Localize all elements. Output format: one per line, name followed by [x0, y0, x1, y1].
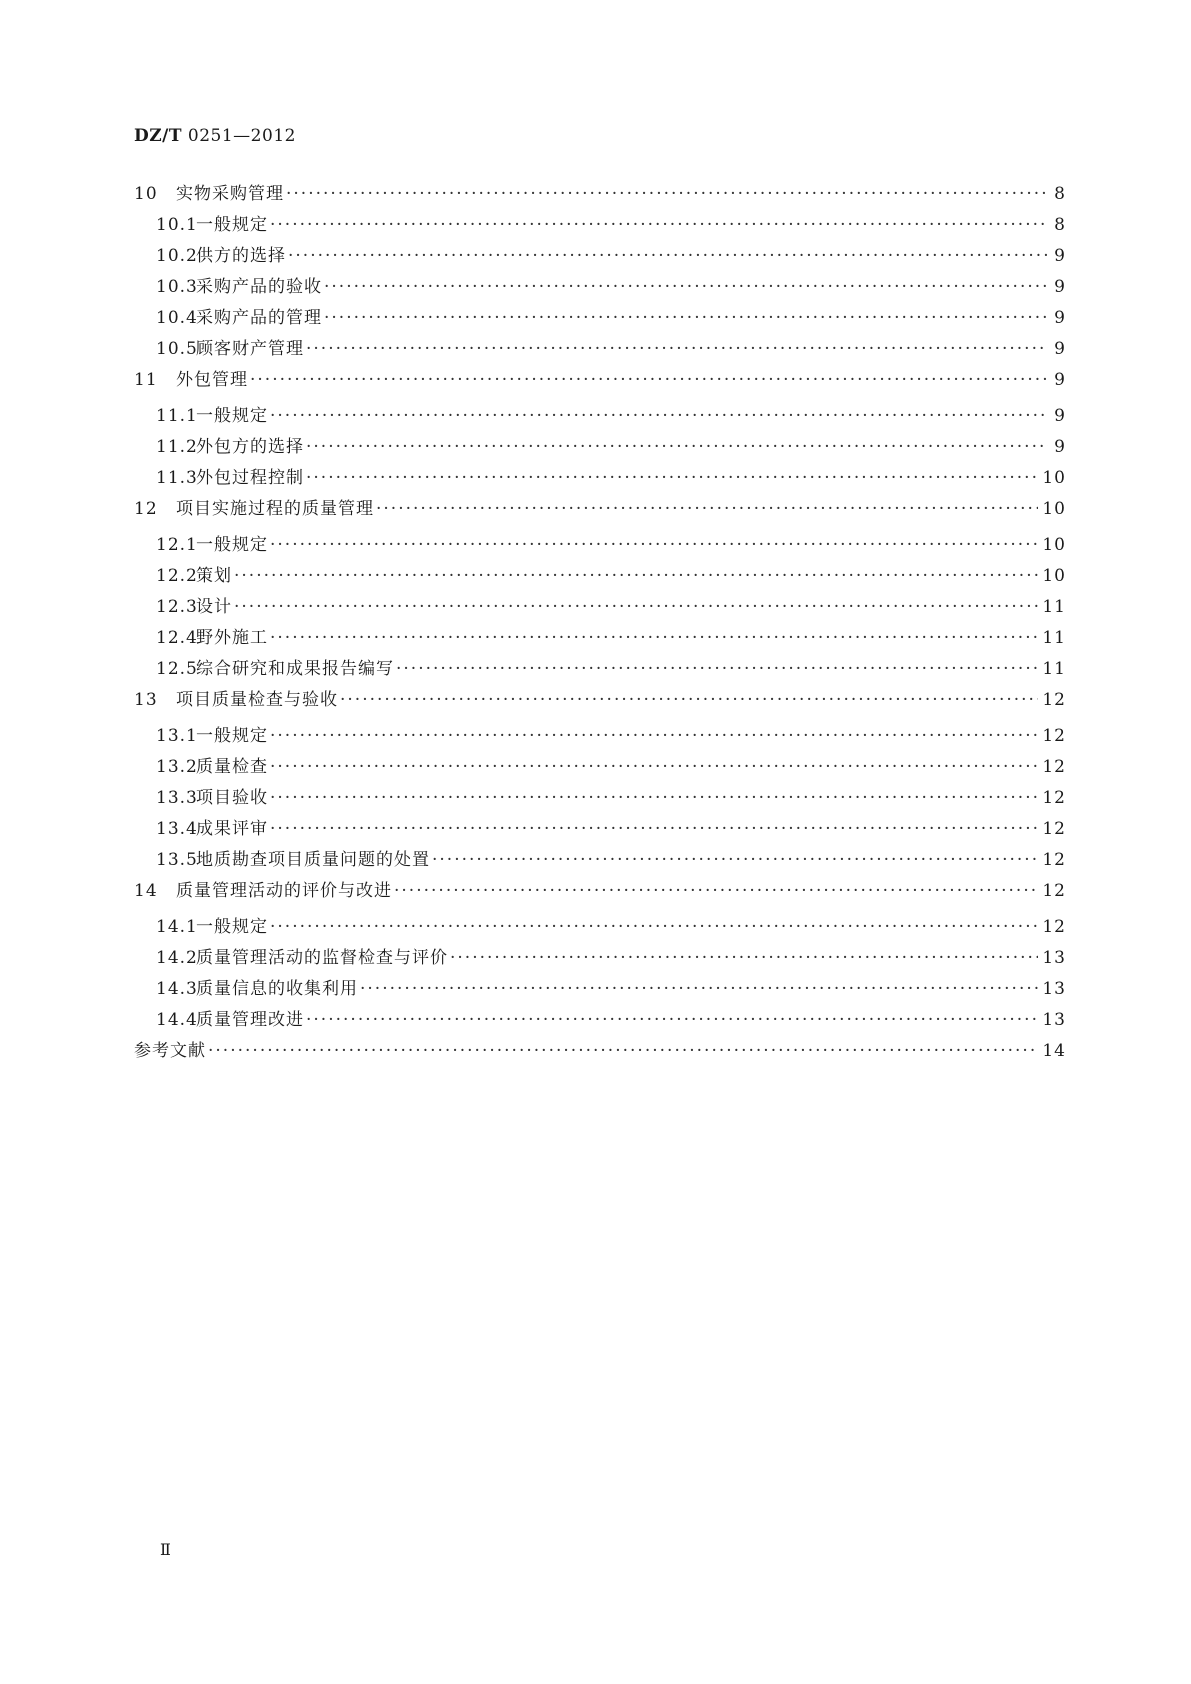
toc-entry-title: 外包管理 — [176, 370, 248, 390]
toc-entry-number: 10.5 — [156, 339, 198, 359]
toc-leader-dots — [208, 1041, 1038, 1061]
toc-entry-page: 11 — [1042, 659, 1066, 679]
toc-entry-number: 13.4 — [156, 819, 198, 839]
toc-entry-title: 一般规定 — [196, 726, 268, 746]
toc-entry-title: 采购产品的管理 — [196, 308, 322, 328]
toc-entry[interactable] — [134, 463, 1066, 494]
toc-entry-number: 12 — [134, 499, 158, 519]
toc-leader-dots — [432, 850, 1038, 870]
toc-entry-number: 14 — [134, 881, 158, 901]
toc-entry-page: 13 — [1042, 1010, 1066, 1030]
toc-leader-dots — [340, 690, 1038, 710]
toc-leader-dots — [234, 597, 1038, 617]
toc-leader-dots — [270, 628, 1038, 648]
toc-entry-page: 12 — [1042, 881, 1066, 901]
toc-leader-dots — [288, 246, 1048, 266]
toc-entry-number: 12.5 — [156, 659, 198, 679]
standard-code — [134, 126, 296, 146]
toc-entry[interactable] — [134, 1036, 1066, 1067]
toc-leader-dots — [270, 726, 1038, 746]
toc-entry-number: 14.3 — [156, 979, 198, 999]
toc-entry-number: 14.4 — [156, 1010, 198, 1030]
toc-entry[interactable] — [134, 654, 1066, 685]
toc-entry[interactable] — [134, 752, 1066, 783]
toc-leader-dots — [270, 535, 1038, 555]
toc-entry-title: 质量管理活动的评价与改进 — [176, 881, 392, 901]
toc-entry-page: 13 — [1042, 948, 1066, 968]
toc-leader-dots — [286, 184, 1048, 204]
toc-entry-page: 8 — [1054, 215, 1066, 235]
toc-entry[interactable] — [134, 241, 1066, 272]
toc-entry-number: 14.2 — [156, 948, 198, 968]
toc-entry-number: 10.1 — [156, 215, 198, 235]
toc-entry-page: 12 — [1042, 690, 1066, 710]
toc-entry-page: 12 — [1042, 917, 1066, 937]
toc-entry-page: 9 — [1054, 339, 1066, 359]
toc-entry-page: 13 — [1042, 979, 1066, 999]
toc-leader-dots — [270, 819, 1038, 839]
toc-entry-title: 供方的选择 — [196, 246, 286, 266]
toc-entry[interactable] — [134, 912, 1066, 943]
toc-entry-page: 12 — [1042, 850, 1066, 870]
toc-entry-number: 10.2 — [156, 246, 198, 266]
toc-entry[interactable] — [134, 179, 1066, 210]
toc-entry-page: 10 — [1042, 499, 1066, 519]
toc-entry-title: 外包方的选择 — [196, 437, 304, 457]
toc-entry[interactable] — [134, 561, 1066, 592]
toc-entry-page: 10 — [1042, 468, 1066, 488]
toc-leader-dots — [306, 1010, 1038, 1030]
toc-leader-dots — [396, 659, 1038, 679]
toc-entry-number: 12.1 — [156, 535, 198, 555]
toc-entry-title: 项目质量检查与验收 — [176, 690, 338, 710]
toc-entry-number: 10.4 — [156, 308, 198, 328]
toc-entry-title: 地质勘查项目质量问题的处置 — [196, 850, 430, 870]
toc-entry-page: 9 — [1054, 308, 1066, 328]
toc-entry-number: 10.3 — [156, 277, 198, 297]
toc-entry-page: 12 — [1042, 757, 1066, 777]
toc-entry-number: 12.4 — [156, 628, 198, 648]
toc-leader-dots — [270, 406, 1048, 426]
toc-entry-page: 9 — [1054, 437, 1066, 457]
toc-entry-page: 12 — [1042, 819, 1066, 839]
toc-entry-title: 实物采购管理 — [176, 184, 284, 204]
toc-entry-page: 12 — [1042, 788, 1066, 808]
toc-leader-dots — [270, 917, 1038, 937]
toc-entry-title: 项目实施过程的质量管理 — [176, 499, 374, 519]
toc-entry-number: 13 — [134, 690, 158, 710]
toc-entry-number: 13.1 — [156, 726, 198, 746]
toc-entry-title: 质量检查 — [196, 757, 268, 777]
toc-entry[interactable] — [134, 334, 1066, 365]
toc-entry-title: 一般规定 — [196, 535, 268, 555]
toc-entry-page: 9 — [1054, 277, 1066, 297]
toc-leader-dots — [450, 948, 1038, 968]
toc-leader-dots — [250, 370, 1048, 390]
toc-entry[interactable] — [134, 432, 1066, 463]
toc-entry-title: 一般规定 — [196, 917, 268, 937]
toc-entry-number: 12.2 — [156, 566, 198, 586]
toc-entry-number: 14.1 — [156, 917, 198, 937]
toc-entry-number: 11.2 — [156, 437, 198, 457]
table-of-contents — [134, 179, 1066, 1067]
toc-entry[interactable] — [134, 721, 1066, 752]
toc-entry-page: 9 — [1054, 370, 1066, 390]
toc-entry-number: 11.3 — [156, 468, 198, 488]
toc-leader-dots — [324, 277, 1048, 297]
toc-entry[interactable] — [134, 592, 1066, 623]
toc-entry-page: 11 — [1042, 597, 1066, 617]
toc-entry[interactable] — [134, 272, 1066, 303]
toc-entry-number: 13.3 — [156, 788, 198, 808]
toc-entry-title: 野外施工 — [196, 628, 268, 648]
toc-entry[interactable] — [134, 943, 1066, 974]
toc-entry-number: 11 — [134, 370, 158, 390]
toc-entry-page: 10 — [1042, 535, 1066, 555]
toc-entry-number: 13.2 — [156, 757, 198, 777]
toc-entry-title: 成果评审 — [196, 819, 268, 839]
toc-entry[interactable] — [134, 401, 1066, 432]
toc-entry[interactable] — [134, 783, 1066, 814]
standard-code-number: 0251—2012 — [182, 126, 296, 146]
toc-leader-dots — [234, 566, 1038, 586]
toc-entry-title: 质量管理活动的监督检查与评价 — [196, 948, 448, 968]
toc-leader-dots — [324, 308, 1048, 328]
toc-entry-page: 8 — [1054, 184, 1066, 204]
toc-entry[interactable] — [134, 845, 1066, 876]
toc-entry-page: 9 — [1054, 406, 1066, 426]
toc-entry[interactable] — [134, 685, 1066, 721]
page-number-roman: Ⅱ — [160, 1540, 171, 1559]
toc-entry-number: 12.3 — [156, 597, 198, 617]
toc-entry-title: 质量信息的收集利用 — [196, 979, 358, 999]
toc-entry[interactable] — [134, 210, 1066, 241]
toc-entry[interactable] — [134, 530, 1066, 561]
toc-entry-title: 质量管理改进 — [196, 1010, 304, 1030]
toc-leader-dots — [360, 979, 1038, 999]
toc-entry-number: 11.1 — [156, 406, 198, 426]
toc-entry[interactable] — [134, 494, 1066, 530]
toc-entry-title: 项目验收 — [196, 788, 268, 808]
toc-entry-page: 14 — [1042, 1041, 1066, 1061]
toc-entry-title: 设计 — [196, 597, 232, 617]
toc-entry[interactable] — [134, 814, 1066, 845]
toc-entry-number: 10 — [134, 184, 158, 204]
toc-leader-dots — [270, 757, 1038, 777]
toc-entry-title: 参考文献 — [134, 1041, 206, 1061]
toc-entry-title: 采购产品的验收 — [196, 277, 322, 297]
toc-leader-dots — [270, 788, 1038, 808]
toc-entry-page: 10 — [1042, 566, 1066, 586]
toc-entry[interactable] — [134, 303, 1066, 334]
toc-leader-dots — [306, 437, 1048, 457]
standard-code-prefix: DZ/T — [134, 126, 183, 146]
toc-entry[interactable] — [134, 365, 1066, 401]
toc-entry[interactable] — [134, 876, 1066, 912]
toc-entry-page: 12 — [1042, 726, 1066, 746]
toc-entry-title: 综合研究和成果报告编写 — [196, 659, 394, 679]
toc-entry-title: 一般规定 — [196, 406, 268, 426]
toc-leader-dots — [306, 468, 1038, 488]
toc-entry-number: 13.5 — [156, 850, 198, 870]
toc-entry-title: 外包过程控制 — [196, 468, 304, 488]
toc-entry[interactable] — [134, 1005, 1066, 1036]
toc-leader-dots — [270, 215, 1048, 235]
toc-entry-page: 11 — [1042, 628, 1066, 648]
toc-entry[interactable] — [134, 623, 1066, 654]
toc-leader-dots — [394, 881, 1038, 901]
toc-entry-title: 顾客财产管理 — [196, 339, 304, 359]
toc-entry-title: 一般规定 — [196, 215, 268, 235]
toc-leader-dots — [306, 339, 1048, 359]
toc-entry[interactable] — [134, 974, 1066, 1005]
toc-entry-page: 9 — [1054, 246, 1066, 266]
toc-entry-title: 策划 — [196, 566, 232, 586]
toc-leader-dots — [376, 499, 1038, 519]
